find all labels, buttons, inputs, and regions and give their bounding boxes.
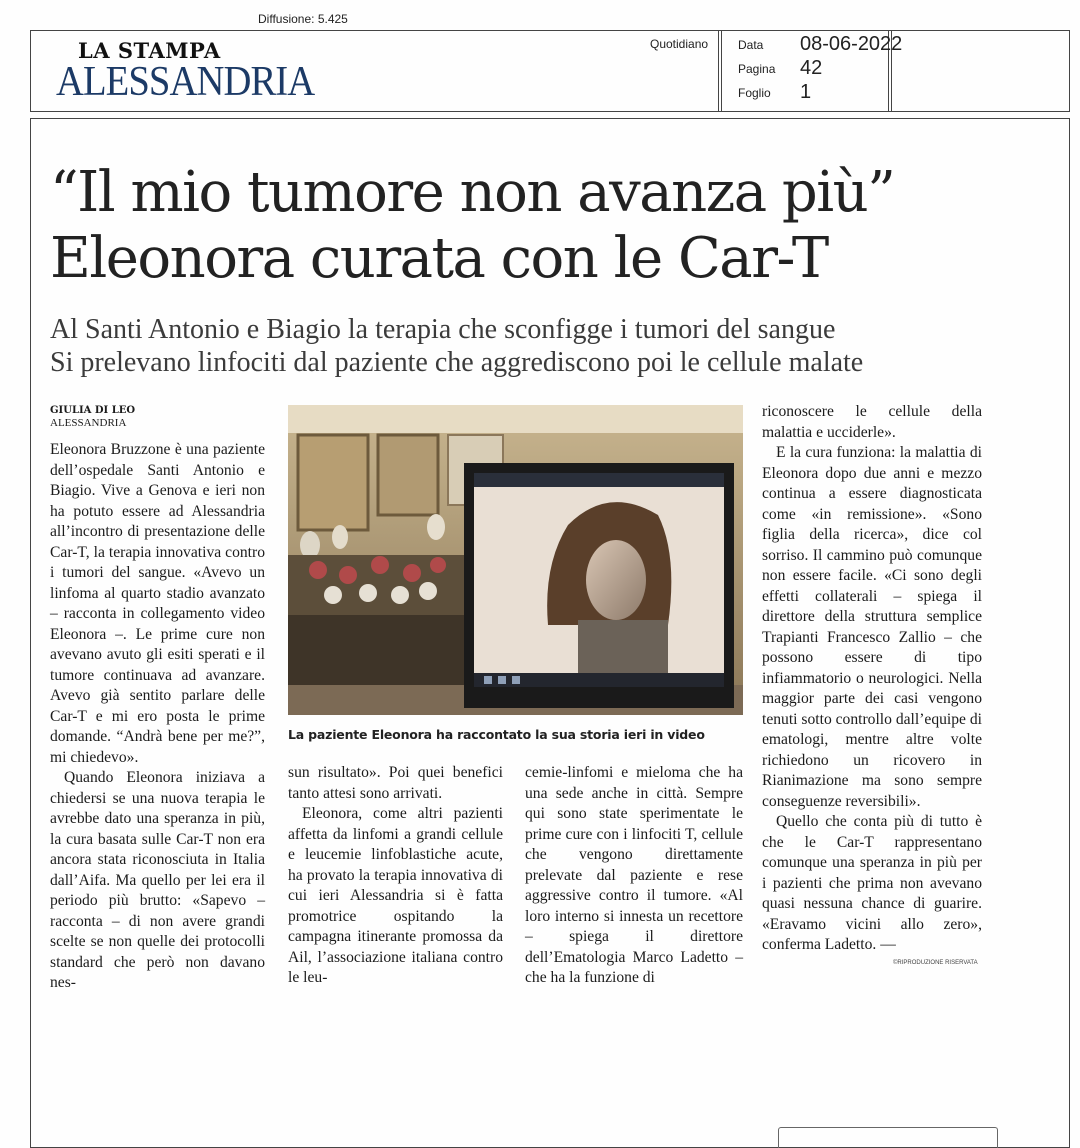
subheadline-line-2: Si prelevano linfociti dal paziente che aggrediscono poi le cellule malate (50, 347, 864, 378)
meta-date-label: Data (738, 38, 764, 52)
masthead-city: ALESSANDRIA (56, 59, 315, 105)
meta-date-value: 08-06-2022 (800, 33, 903, 55)
copyright-notice: ©RIPRODUZIONE RISERVATA (893, 960, 978, 966)
photo-conference-room (288, 405, 743, 715)
subheadline (50, 313, 1060, 379)
photo-caption: La paziente Eleonora ha raccontato la sua storia ieri in video (288, 727, 705, 742)
paragraph: Eleonora Bruzzone è una paziente dell’ospedale Santi Antonio e Biagio. Vive a Genova e ieri non ha potuto essere ad Alessandria all’incontro di presentazione delle Car-T, la terapia innovativa contro i tumori del sangue. «Avevo un linfoma al quarto stadio avanzato – racconta in collegamento video Eleonora –. Le prime cure non avevano avuto gli esiti sperati e il tumore continuava ad avanzare. Avevo già sentito parlare delle Car-T e mi ero posta le prime domande. “Andrà bene per me?”, mi chiedevo». (50, 441, 265, 766)
subheadline-line-1: Al Santi Antonio e Biagio la terapia che sconfigge i tumori del sangue (50, 314, 836, 345)
byline-place: ALESSANDRIA (50, 417, 127, 429)
headline (50, 160, 1050, 292)
article-column-4 (762, 402, 982, 956)
byline-author: GIULIA DI LEO (50, 405, 136, 416)
bottom-tab-outline (778, 1127, 998, 1148)
article-photo (288, 405, 743, 715)
headline-line-1: “Il mio tumore non avanza più” (50, 160, 895, 225)
meta-sheet-value: 1 (800, 81, 812, 103)
paragraph: sun risultato». Poi quei benefici tanto attesi sono arrivati. (288, 764, 503, 802)
circulation-label: Diffusione: 5.425 (258, 12, 348, 26)
meta-page-label: Pagina (738, 62, 776, 76)
paragraph: cemie-linfomi e mieloma che ha una sede anche in città. Sempre qui sono state sperimentate le prime cure con i linfociti T, cellule che vengono direttamente prelevate dal paziente e rese aggressive contro il tumore. «Al loro interno si innesta un recettore – spiega il direttore dell’Ematologia Marco Ladetto – che ha la funzione di (525, 764, 743, 986)
headline-line-2: Eleonora curata con le Car-T (50, 226, 828, 291)
paragraph: E la cura funziona: la malattia di Eleonora dopo due anni e mezzo continua a essere diagnosticata come «in remissione». «Sono figlia della ricerca», dice col sorriso. Il cammino può comunque non essere facile. «Ci sono degli effetti collaterali – spiega il direttore della struttura semplice Trapianti Francesco Zallio – che possono essere di tipo infiammatorio o neurologici. Nella maggior parte dei casi vengono tenuti sotto controllo dall’equipe di ematologi, mentre altre volte richiedono un ricovero in Rianimazione ma sono sempre conseguenze reversibili». (762, 444, 983, 810)
masthead-title: LA STAMPA (78, 38, 221, 63)
header-divider (718, 30, 722, 112)
article-column-3 (525, 763, 743, 989)
meta-page-value: 42 (800, 57, 823, 79)
periodicity-label: Quotidiano (650, 37, 709, 51)
paragraph: Quando Eleonora iniziava a chiedersi se una nuova terapia le avrebbe dato una speranza in più, la cura basata sulle Car-T non era ancora stata riconosciuta in Italia dall’Aifa. Ma quello per lei era il periodo più brutto: «Sapevo – racconta – di non avere grandi scelte se non quelle dei protocolli standard che però non davano nes- (50, 769, 265, 991)
paragraph: riconoscere le cellule della malattia e ucciderle». (762, 403, 982, 441)
article-column-1 (50, 440, 265, 994)
paragraph: Eleonora, come altri pazienti affetta da linfomi a grandi cellule e leucemie linfoblastiche acute, ha provato la terapia innovativa di cui ieri Alessandria si è fatta promotrice ospitando la campagna itinerante promossa da Ail, l’associazione italiana contro le leu- (288, 805, 503, 986)
article-column-2 (288, 763, 503, 989)
paragraph: Quello che conta più di tutto è che le Car-T rappresentano comunque una speranza in più per i pazienti che prima non avevano quasi nessuna chance di guarire. «Eravamo vicini allo zero», conferma Ladetto. — (762, 813, 982, 953)
meta-sheet-label: Foglio (738, 86, 771, 100)
